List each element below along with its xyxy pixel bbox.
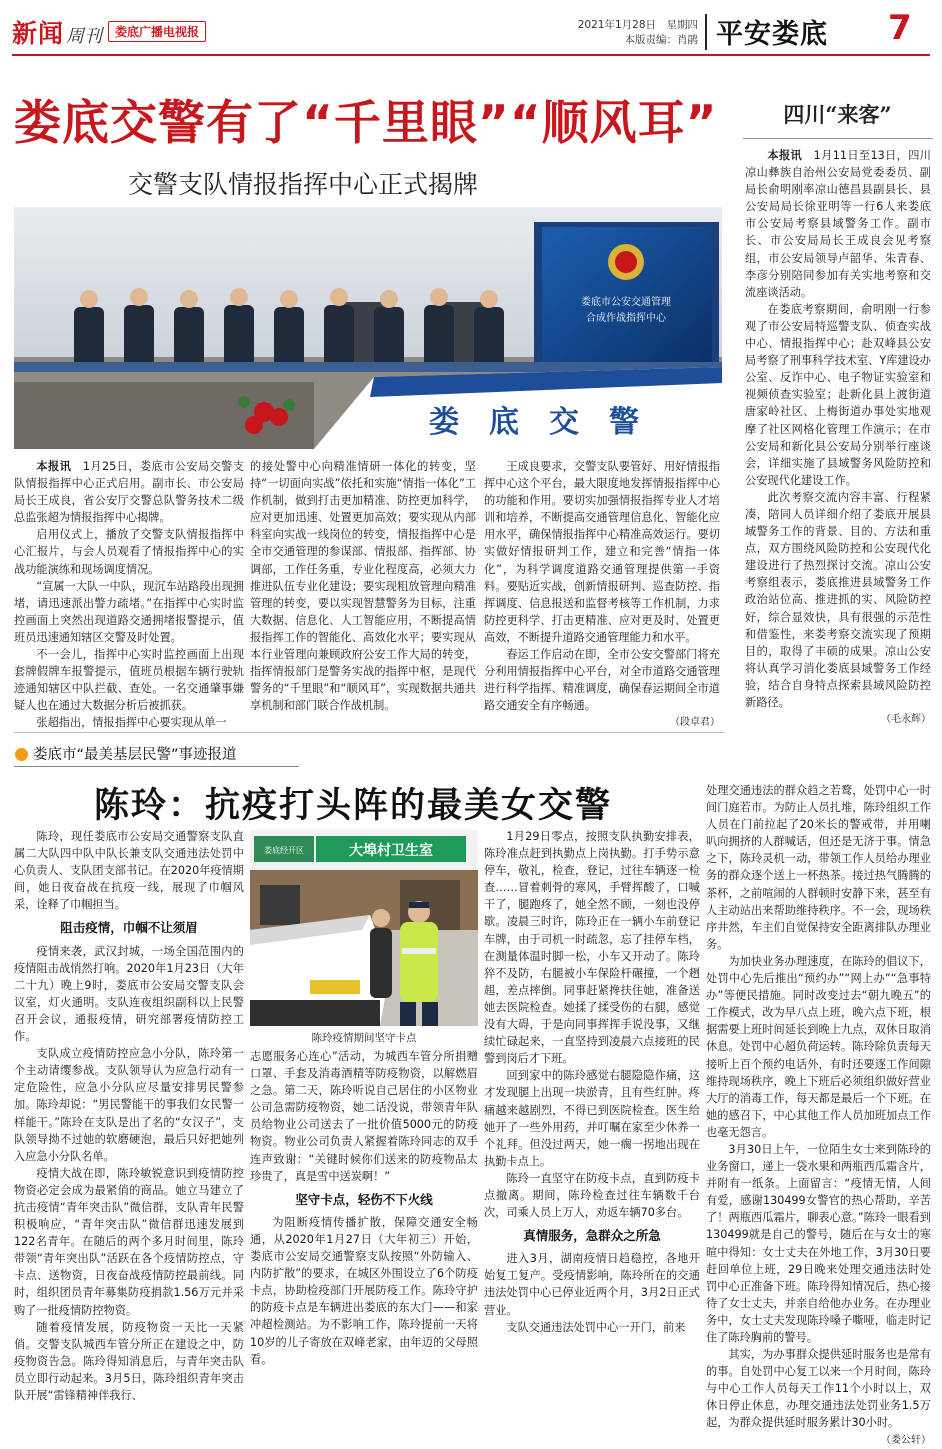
paragraph — [745, 301, 931, 489]
paragraph-text: 的接处警中心向精准情研一体化的转变，坚持“一切面向实战”依托和实施“情指一体化”工作机制，做到打击更加精准、防控更加科学，应对更加迅速、处置更加高效；要实现从内部科室向实战一线岗位的转变，情报指挥中心是全市交通管理的参谋部、情报部、指挥部、协调部，工作任务重，专业化程度高，必须大力推进队伍专业化建设；要实现粗放管理向精准管理的转变，要以实现智慧警务为目标，注重大数据、信息化、人工智能应用，不断提高情报指挥工作的智能化、高效化水平；要实现从本行业管理向兼顾政府公安工作大局的转变，指挥情报部门是警务实战的指挥中枢，是现代警务的“千里眼”和“顺风耳”，实现数据共通共享机制和部门联合作战机制。 — [250, 460, 476, 713]
paragraph-text: 处理交通违法的群众趋之若鹜，处罚中心一时间门庭若市。为防止人员扎堆，陈玲组织工作人员在门前拉起了20米长的警戒带，并用喇叭向拥挤的人群喊话，但还是无济于事。情急之下，陈玲灵机一动，带领工作人员给办理业务的群众逐个送上一杯热茶。接过热气腾腾的茶杯，之前喧闹的人群顿时安静下来，甚至有人主动站出来帮助维持秩序。不一会，现场秩序井然，车主们自觉保持安全距离排队办理业务。 — [706, 784, 931, 951]
photo2-sign1: 娄底经开区 — [264, 846, 304, 855]
paragraph-text: 疫情大战在即，陈玲敏锐意识到疫情防控物资必定会成为最紧俏的商品。她立马建立了抗击疫情“青年突击队”微信群，支队青年民警积极响应，“青年突击队”微信群迅速发展到122名青年。在随后的两个多月时间里，陈玲带领“青年突出队”活跃在各个疫情防控点，守卡点、送物资，日夜奋战疫情防控最前线。同时，组织团员青年募集防疫捐款1.56万元并采购了一批疫情防控物资。 — [14, 1166, 244, 1317]
paragraph — [14, 526, 244, 577]
paragraph-text: 随着疫情发展，防疫物资一天比一天紧俏。交警支队城西车管分所正在建设之中，防疫物资告急。陈玲得知消息后，与青年突击队员立即行动起来。3月5日，陈玲组织青年突击队开展“雷锋精神伴我行、 — [14, 1320, 244, 1402]
photo-sign-line1: 娄底市公安交通管理 — [581, 297, 671, 308]
paragraph-text: 支队交通违法处罚中心一开门，前来 — [506, 1320, 686, 1334]
article1-column-2 — [250, 458, 476, 730]
masthead-zhoukan: 周刊 — [66, 26, 103, 47]
masthead-divider — [705, 14, 707, 50]
paragraph — [745, 147, 931, 301]
photo-meeting-scene — [14, 207, 722, 449]
paragraph-text: 张超指出，情报指挥中心要实现从单一 — [36, 716, 227, 730]
paragraph — [484, 1250, 700, 1318]
paragraph — [14, 1165, 244, 1319]
paragraph — [14, 828, 244, 913]
masthead-editor: 本版责编：肖鹃 — [624, 34, 698, 46]
paragraph-text: 在娄底考察期间，俞明刚一行参观了市公安局特巡警支队、侦查实战中心、情报指挥中心；赴双峰县公安局考察了刑事科学技术室、Y库建设办公室、反诈中心、电子物证实验室和视频侦查实验室；赴新化县上渡街道唐家岭社区、上梅街道办事处实地观摩了社区网格化管理工作演示；在市公安局和新化县公安局分别举行座谈会，详细实施了县域警务风险防控和公安现代化建设工作。 — [745, 302, 931, 487]
dateline: 本报讯 — [36, 460, 72, 473]
paragraph-text: 回到家中的陈玲感觉右腿隐隐作痛，这才发现腿上出现一块淤青，且有些红肿。疼痛越来越剧烈，不得已到医院检查。医生给她开了一些外用药，并叮嘱在家至少休养一个礼拜。但没过两天，她一瘸一拐地出现在执勤卡点上。 — [484, 1069, 700, 1168]
paragraph-text: （段卓君） — [670, 717, 720, 729]
subhead-1: 阻击疫情，巾帼不让须眉 — [60, 920, 198, 936]
paragraph — [484, 1067, 700, 1170]
paragraph-text: 不一会儿，指挥中心实时监控画面上出现套牌假牌车报警提示，值班员根据车辆行驶轨迹通知辖区中队拦截、查处。一名交通肇事嫌疑人也在通过大数据分析后被抓获。 — [14, 648, 244, 713]
paragraph — [14, 943, 244, 1046]
paragraph — [14, 646, 244, 714]
article1-subtitle: 交警支队情报指挥中心正式揭牌 — [128, 170, 479, 199]
paragraph — [14, 458, 244, 526]
paragraph-text: （毛永辉） — [881, 714, 931, 726]
paragraph-text: 春运工作启动在即，全市公安交警部门将充分利用情报指挥中心平台，对全市道路交通管理进行科学指挥、精准调度，确保春运期间全市道路交通安全有序畅通。 — [484, 648, 720, 713]
paragraph-text: 支队成立疫情防控应急小分队，陈玲第一个主动请缨参战。支队领导认为应急行动有一定危险性，应急小分队应尽量安排男民警参加。陈玲却说：“男民警能干的事我们女民警一样能干。”陈玲在支队是出了名的“女汉子”，支队领导拗不过她的软磨硬泡，最后只好把她列入应急小分队名单。 — [14, 1047, 244, 1163]
paragraph-text: 进入3月，湖南疫情日趋稳控，各地开始复工复产。受疫情影响，陈玲所在的交通违法处罚中心已停业近两个月，3月2日正式营业。 — [484, 1252, 700, 1317]
section2-bullet-icon — [15, 748, 28, 761]
paragraph — [484, 1170, 700, 1221]
paragraph — [484, 646, 720, 714]
paragraph-text: 王成良要求，交警支队要管好、用好情报指挥中心这个平台，最大限度地发挥情报指挥中心的功能和作用。要切实加强情报指挥专业人才培训和培养，不断提高交通管理信息化、智能化应用水平，确保情报指挥中心精准高效运行。要切实做好情报研判工作，建立和完善“情指一体化”，为科学调度道路交通管理提供第一手资料。要贴近实战，创新情报研判、巡查防控、指挥调度、信息报送和监督考核等工作机制，力求防控更科学、打击更精准、应对更及时、处置更高效，不断提升道路交通管理能力和水平。 — [484, 460, 720, 644]
masthead-rule — [12, 54, 930, 56]
byline — [484, 714, 720, 731]
paragraph — [250, 1048, 478, 1185]
section2-column-1 — [14, 828, 244, 1402]
paragraph — [250, 1214, 478, 1368]
section2-column-3 — [484, 828, 700, 1374]
dateline: 本报讯 — [767, 149, 803, 162]
section2-photo-caption: 陈玲疫情期间坚守卡点 — [311, 1032, 417, 1044]
section-divider — [14, 732, 724, 733]
paragraph — [706, 782, 931, 953]
paragraph-text: 1月25日，娄底市公安局交警支队情报指挥中心正式启用。副市长、市公安局局长王成良，省公安厅交警总队警务技术二级总监张超为情报指挥中心揭牌。 — [14, 460, 244, 525]
photo-sign-line2: 合成作战指挥中心 — [586, 313, 666, 324]
masthead-date: 2021年1月28日 星期四 — [577, 19, 698, 31]
article2-column — [745, 147, 931, 732]
masthead-date-block — [570, 18, 698, 48]
paragraph-text: 为阻断疫情传播扩散，保障交通安全畅通，从2020年1月27日（大年初三）开始，娄底市公安局交通警察支队按照“外防输入、内防扩散”的要求，在城区外围设立了6个防疫卡点，协助检疫部门开展防疫工作。陈玲守护的防疫卡点是车辆进出娄底的东大门——和家冲超检测站。为不影响工作，陈玲提前一天将10岁的儿子寄放在双峰老家，由年迈的父母照看。 — [250, 1215, 478, 1366]
paragraph — [484, 828, 700, 1067]
masthead-xinwen: 新闻 — [12, 19, 65, 48]
byline — [706, 1432, 931, 1449]
paragraph-text: 1月29日零点，按照支队执勤安排表，陈玲准点赶到执勤点上岗执勤。打手势示意停车，敬礼，检查，登记，过往车辆逐一检查……冒着刺骨的寒风，手臂挥酸了，口喊干了，腿跑疼了，她全然不顾，一刻也没停歇。凌晨三时许，陈玲正在一辆小车前登记车牌，由于司机一时疏忽，忘了挂停车档，在测量体温时脚一松，小车又开动了。陈玲猝不及防，右腿被小车保险杆碾撞，一个趔趄，差点摔倒。同事赶紧搀扶住她，准备送她去医院检查。她揉了揉受伤的右腿，感觉没有大碍，于是向同事挥挥手说没事，又继续忙碌起来，一直坚持到凌晨六点接班的民警到岗后才下班。 — [484, 830, 700, 1066]
section2-column-2 — [250, 1048, 478, 1374]
masthead-brand — [12, 14, 206, 50]
paragraph-text: 此次考察交流内容丰富、行程紧凑，陪同人员详细介绍了娄底开展县域警务工作的背景、目的、方法和重点，双方围绕风险防控和公安现代化建设进行了热烈探讨交流。凉山公安考察组表示，娄底推进县域警务工作政治站位高、推进抓的实、风险防控好，综合显效快，具有很强的示范性和借鉴性，来娄考察交流实现了预期目的，取得了丰硕的成果。凉山公安将认真学习消化娄底县域警务工作经验，结合自身特点探索县域风险防控新路径。 — [745, 490, 931, 709]
paragraph — [706, 953, 931, 1141]
paragraph-text: （娄公轩） — [881, 1434, 931, 1446]
article1-column-1 — [14, 458, 244, 730]
article1-headline: 娄底交警有了“千里眼”“顺风耳” — [14, 96, 718, 151]
paragraph — [14, 1045, 244, 1165]
paragraph — [14, 1319, 244, 1404]
paragraph — [14, 714, 244, 731]
paragraph-text: “宣属一大队一中队，现沉车站路段出现拥堵，请迅速派出警力疏堵。”在指挥中心实时监控画面上突然出现道路交通拥堵报警提示，值班员迅速通知辖区交警及时处置。 — [14, 579, 244, 644]
paragraph — [484, 1319, 700, 1336]
section2-column-4 — [706, 782, 931, 1446]
paragraph-text: 陈玲，现任娄底市公安局交通警察支队直属二大队四中队中队长兼支队交通违法处罚中心负责人、支队团支部书记。在2020年疫情期间，她日夜奋战在抗疫一线，展现了巾帼风采，诠释了巾帼担当。 — [14, 830, 244, 912]
paragraph — [484, 458, 720, 646]
paragraph-text: 陈玲一直坚守在防疫卡点，直到防疫卡点撤离。期间，陈玲检查过往车辆数千台次，司乘人员上万人，劝返车辆70多台。 — [484, 1171, 700, 1220]
article1-column-3 — [484, 458, 720, 730]
section2-headline: 陈玲：抗疫打头阵的最美女交警 — [94, 785, 613, 826]
paragraph — [745, 489, 931, 711]
paragraph — [250, 458, 476, 714]
paragraph — [706, 1346, 931, 1431]
paragraph — [14, 578, 244, 646]
paragraph-text: 其实，为办事群众提供延时服务也是常有的事。自处罚中心复工以来一个月时间，陈玲与中心工作人员每天工作11个小时以上，双休日停止休息，办理交通违法处罚业务1.5万起，为群众提供延时服务累计30小时。 — [706, 1348, 931, 1430]
photo2-sign2: 大埠村卫生室 — [349, 843, 433, 859]
section2-label-rule — [14, 766, 299, 767]
section2-label: 娄底市“最美基层民警”事迹报道 — [33, 747, 237, 763]
photo-checkpoint-scene — [250, 830, 478, 1026]
paragraph-text: 疫情来袭，武汉封城，一场全国范围内的疫情阻击战悄然打响。2020年1月23日（大年二十九）晚上9时，娄底市公安局交警支队会议室，灯火通明。支队连夜组织副科以上民警召开会议，通报疫情，研究部署疫情防控工作。 — [14, 944, 244, 1044]
subhead-2: 坚守卡点，轻伤不下火线 — [295, 1191, 433, 1207]
paragraph-text: 启用仪式上，播放了交警支队情报指挥中心汇报片，与会人员观看了情报指挥中心的实战功能演练和现场调度情况。 — [14, 528, 244, 576]
paragraph-text: 志愿服务心连心”活动，为城西车管分所捐赠口罩、手套及消毒酒精等防疫物资，以解燃眉之急。第二天，陈玲听说自己居住的小区物业公司急需防疫物资，她二话没说，带领青年队员给物业公司送去了一批价值5000元的防疫物资。物业公司负责人紧握着陈玲同志的双手连声致谢：“关键时候你们送来的防疫物品太珍贵了，真是雪中送炭啊！” — [250, 1050, 478, 1183]
article2-rule — [743, 138, 933, 139]
masthead-section: 平安娄底 — [716, 19, 828, 50]
byline — [745, 711, 931, 728]
paragraph-text: 为加快业务办理速度，在陈玲的倡议下，处罚中心先后推出“预约办”“网上办”“急事特办”等便民措施。同时改变过去“朝九晚五”的工作模式，改为早八点上班，晚六点下班，根据需要上班时间延长到晚上九点，双休日取消休息。处罚中心超负荷运转。陈玲除负责每天接听上百个预约电话外，有时还要逐工作间隙维持现场秩序，晚上下班后必须组织做好营业大厅的消毒工作，每天都是最后一个下班。在她的感召下，中心其他工作人员加班加点工作也毫无怨言。 — [706, 954, 931, 1139]
masthead-page-number: 7 — [888, 8, 912, 48]
subhead-3: 真情服务，急群众之所急 — [523, 1228, 661, 1244]
article1-photo — [14, 207, 722, 449]
article2-title: 四川“来客” — [783, 102, 892, 127]
paragraph-text: 3月30日上午，一位陌生女士来到陈玲的业务窗口，递上一袋水果和两瓶西瓜霜含片，并附有一纸条。上面留言：“疫情无情，人间有爱，感谢130499女警官的热心帮助，辛苦了！两瓶西瓜霜片，聊表心意。”陈玲一眼看到130499就是自己的警号，随后在与女士的寒暄中得知：女士丈夫在外地工作，3月30日要赶回单位上班，29日晚来处理交通违法时处罚中心正准备下班。陈玲得知情况后，热心接待了女士丈夫，并亲自给他办业务。在办理业务中，女士丈夫发现陈玲嗓子嘶哑，临走时记住了陈玲胸前的警号。 — [706, 1142, 931, 1344]
photo-banner-text: 娄 底 交 警 — [429, 405, 639, 440]
section2-photo — [250, 830, 478, 1026]
masthead-badge: 娄底广播电视报 — [108, 21, 206, 42]
paragraph-text: 1月11日至13日，四川凉山彝族自治州公安局党委委员、副局长俞明刚率凉山德昌县副县长、县公安局局长徐亚明等一行6人来娄底市公安局考察县域警务工作。副市长、市公安局局长王成良会见考察组，市公安局领导卢韶华、朱青春、李彦分别陪同参加有关实地考察和交流座谈活动。 — [745, 149, 931, 299]
paragraph — [706, 1141, 931, 1346]
